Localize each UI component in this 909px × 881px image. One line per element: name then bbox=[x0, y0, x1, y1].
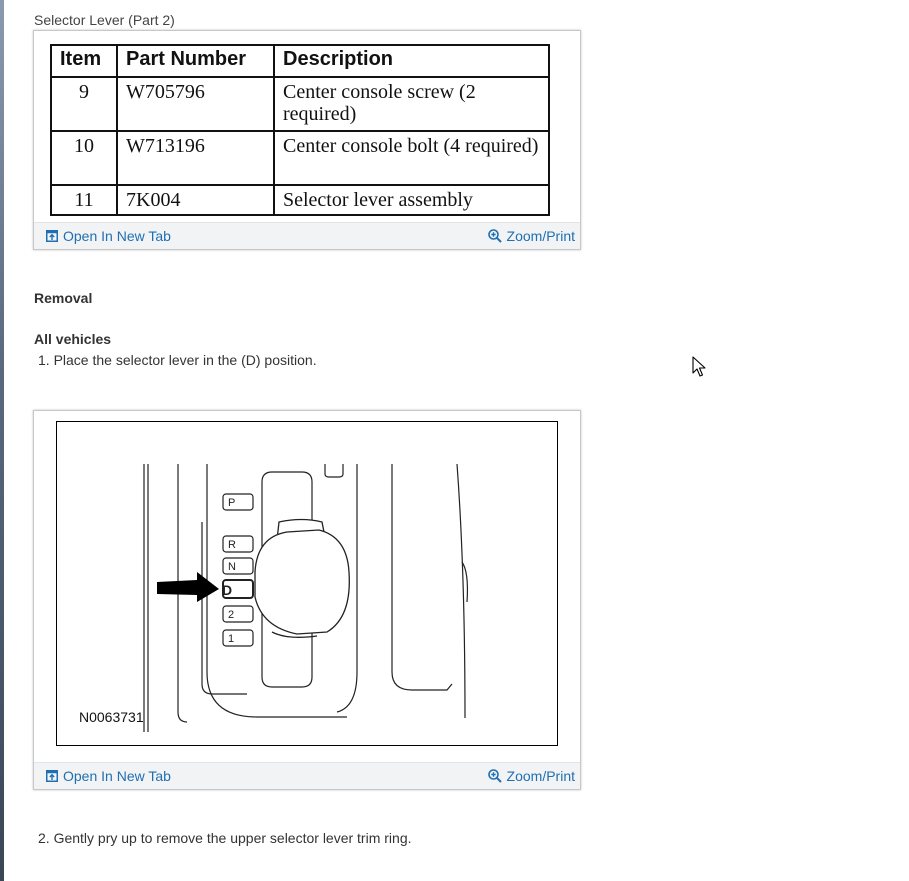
cell-item: 11 bbox=[51, 185, 117, 215]
cell-part-number: 7K004 bbox=[117, 185, 274, 215]
parts-table-figure bbox=[33, 30, 581, 250]
header-description: Description bbox=[274, 45, 549, 77]
cell-description: Center console screw (2 required) bbox=[274, 77, 549, 131]
table-header-row bbox=[51, 45, 549, 77]
table-row bbox=[51, 185, 549, 215]
all-vehicles-heading: All vehicles bbox=[34, 331, 112, 347]
window-left-edge bbox=[0, 0, 4, 881]
illustration-code: N0063731 bbox=[79, 709, 144, 725]
illustration-figure bbox=[33, 410, 581, 790]
selector-lever-illustration bbox=[56, 421, 558, 746]
cell-part-number: W713196 bbox=[117, 131, 274, 185]
cell-description: Selector lever assembly bbox=[274, 185, 549, 215]
open-in-new-tab-link[interactable] bbox=[46, 768, 171, 784]
figure-caption: Selector Lever (Part 2) bbox=[34, 12, 175, 28]
step-1-text: 1. Place the selector lever in the (D) position. bbox=[38, 352, 317, 368]
cell-part-number: W705796 bbox=[117, 77, 274, 131]
zoom-print-label: Zoom/Print bbox=[506, 228, 575, 244]
open-in-new-tab-link[interactable] bbox=[46, 228, 171, 244]
gear-label-n: N bbox=[228, 561, 236, 573]
cell-description: Center console bolt (4 required) bbox=[274, 131, 549, 185]
gear-label-p: P bbox=[228, 497, 236, 509]
cell-item: 10 bbox=[51, 131, 117, 185]
zoom-print-link[interactable] bbox=[488, 228, 575, 244]
header-part-number: Part Number bbox=[117, 45, 274, 77]
zoom-in-icon bbox=[488, 769, 502, 783]
table-row bbox=[51, 131, 549, 185]
cell-item: 9 bbox=[51, 77, 117, 131]
open-in-new-tab-label: Open In New Tab bbox=[63, 228, 171, 244]
figure-toolbar bbox=[34, 222, 580, 249]
gear-label-r: R bbox=[228, 539, 236, 551]
figure-toolbar bbox=[34, 762, 580, 789]
zoom-in-icon bbox=[488, 229, 502, 243]
header-item: Item bbox=[51, 45, 117, 77]
arrow-pointer-icon bbox=[157, 572, 219, 602]
zoom-print-link[interactable] bbox=[488, 768, 575, 784]
gear-label-2: 2 bbox=[228, 609, 235, 621]
selector-lever-drawing bbox=[57, 422, 557, 745]
zoom-print-label: Zoom/Print bbox=[506, 768, 575, 784]
gear-label-1: 1 bbox=[228, 633, 235, 645]
table-row bbox=[51, 77, 549, 131]
step-2-text: 2. Gently pry up to remove the upper selector lever trim ring. bbox=[38, 830, 412, 846]
open-new-tab-icon bbox=[46, 230, 58, 242]
gear-label-d: D bbox=[222, 582, 233, 598]
open-in-new-tab-label: Open In New Tab bbox=[63, 768, 171, 784]
open-new-tab-icon bbox=[46, 770, 58, 782]
mouse-cursor-icon bbox=[692, 356, 706, 378]
parts-table bbox=[50, 44, 550, 216]
removal-heading: Removal bbox=[34, 290, 93, 306]
